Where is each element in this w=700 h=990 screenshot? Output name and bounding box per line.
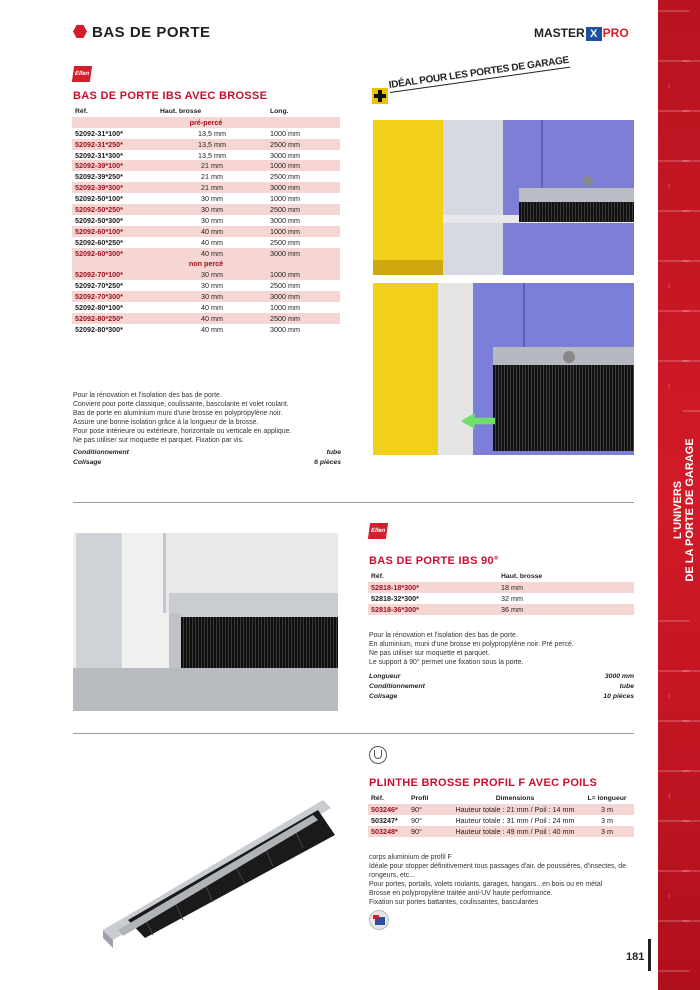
- cell-ref: 52092-50*100*: [75, 194, 123, 204]
- cell-long: 1000 mm: [267, 160, 340, 171]
- cell-haut: 18 mm: [498, 582, 634, 593]
- cell-ref: 52092-80*100*: [75, 302, 123, 312]
- table-row: [368, 593, 634, 604]
- cell-longueur: 3 m: [580, 826, 634, 837]
- table-row: [72, 302, 340, 313]
- colis-label: Colisage: [73, 459, 102, 466]
- cell-long: 1000 mm: [267, 226, 340, 237]
- cell-ref: 503247*: [371, 815, 398, 825]
- cell-long: 1000 mm: [270, 128, 300, 138]
- table-row: [72, 291, 340, 302]
- cell-profil: 90°: [411, 815, 422, 825]
- section3-description: [369, 853, 639, 907]
- col-haut-brosse: Haut. brosse: [501, 572, 543, 580]
- description-line: Brosse en polypropylène traitée anti-UV haute performance.: [369, 890, 553, 897]
- cell-ref: 52092-50*250*: [72, 204, 157, 215]
- table-row: [72, 269, 340, 280]
- table-row: [368, 826, 634, 837]
- product-photo-2: [373, 283, 634, 455]
- cell-long: 3000 mm: [270, 324, 300, 334]
- colis-value: 6 pièces: [314, 459, 341, 466]
- cell-ref: 52092-50*300*: [75, 215, 123, 225]
- len-label: Longueur: [369, 673, 401, 680]
- cell-ref: 52818-18*300*: [368, 582, 498, 593]
- table-row: [72, 204, 340, 215]
- cond-value: tube: [326, 449, 341, 456]
- section1-description: [73, 391, 353, 445]
- cell-ref: 52092-60*100*: [72, 226, 157, 237]
- table-row: [72, 280, 340, 291]
- table-row: [368, 582, 634, 593]
- col-ref: Réf.: [75, 107, 88, 115]
- product-photo-1: [373, 120, 634, 275]
- cell-ref: 503246*: [368, 804, 408, 815]
- divider-2: [73, 733, 634, 734]
- cell-profil: 90°: [408, 804, 450, 815]
- cell-ref: 52092-80*300*: [75, 324, 123, 334]
- table-row: [368, 804, 634, 815]
- product-table-2: [368, 571, 634, 615]
- cell-ref: 52092-39*250*: [75, 172, 123, 182]
- description-line: Pour portes, portails, volets roulants, garages, hangars...en bois ou en métal: [369, 881, 603, 888]
- cell-haut: 13,5 mm: [198, 150, 226, 160]
- cell-haut: 32 mm: [501, 593, 523, 603]
- cell-haut: 30 mm: [157, 204, 267, 215]
- cell-haut: 40 mm: [201, 302, 223, 312]
- cell-long: 2500 mm: [267, 139, 340, 150]
- cell-ref: 52092-80*250*: [72, 313, 157, 324]
- cell-long: 2500 mm: [270, 172, 300, 182]
- cell-profil: 90°: [408, 826, 450, 837]
- cell-haut: 40 mm: [157, 226, 267, 237]
- ellen-logo-icon: Ellen: [368, 523, 388, 539]
- cell-ref: 52092-31*250*: [72, 139, 157, 150]
- ellen-logo-icon: Ellen: [72, 66, 92, 82]
- garage-badge: IDÉAL POUR LES PORTES DE GARAGE: [388, 54, 570, 92]
- cell-long: 1000 mm: [270, 302, 300, 312]
- description-line: Pour la rénovation et l'isolation des bas de porte.: [73, 392, 222, 399]
- col-dimensions: Dimensions: [495, 794, 535, 802]
- cell-ref: 52092-70*300*: [72, 291, 157, 302]
- cell-long: 3000 mm: [270, 150, 300, 160]
- section2-title: BAS DE PORTE IBS 90°: [369, 555, 499, 567]
- section1-colisage: [73, 459, 341, 466]
- col-ref: Réf.: [371, 572, 384, 580]
- description-line: rongeurs, etc...: [369, 872, 415, 879]
- table-row: [72, 193, 340, 204]
- cell-long: 3000 mm: [270, 215, 300, 225]
- cell-haut: 40 mm: [157, 313, 267, 324]
- product-photo-3: [73, 533, 338, 711]
- table-row: [72, 215, 340, 226]
- table-group-row: [72, 258, 340, 269]
- cell-haut: 30 mm: [201, 215, 223, 225]
- page-title-text: BAS DE PORTE: [92, 24, 211, 41]
- cell-haut: 21 mm: [201, 172, 223, 182]
- brand-circle-icon: [369, 746, 387, 764]
- description-line: Pour pose intérieure ou extérieure, horizontale ou verticale en applique.: [73, 428, 292, 435]
- table-row: [72, 160, 340, 171]
- cell-haut: 21 mm: [157, 182, 267, 193]
- product-photo-4: [73, 780, 338, 950]
- table-group-row: [72, 117, 340, 128]
- cell-long: 2500 mm: [270, 281, 300, 291]
- table-row: [72, 139, 340, 150]
- product-table-1: [72, 106, 340, 335]
- cell-long: 2500 mm: [267, 204, 340, 215]
- group-label: pré-percé: [72, 117, 340, 128]
- hexagon-icon: [73, 25, 87, 38]
- cell-ref: 52818-32*300*: [371, 593, 419, 603]
- table-row: [72, 226, 340, 237]
- cell-haut: 30 mm: [201, 194, 223, 204]
- side-label-line1: L'UNIVERS: [672, 480, 684, 540]
- section1-title: BAS DE PORTE IBS AVEC BROSSE: [73, 90, 268, 102]
- cell-long: 2500 mm: [267, 313, 340, 324]
- cell-haut: 21 mm: [157, 160, 267, 171]
- description-line: Ne pas utiliser sur moquette et parquet. Fixation par vis.: [73, 437, 244, 444]
- cell-long: 3000 mm: [267, 182, 340, 193]
- table-row: [72, 237, 340, 248]
- cell-long: 1000 mm: [267, 269, 340, 280]
- col-long: Long.: [270, 107, 289, 115]
- page-title: [73, 24, 211, 41]
- cell-dimensions: Hauteur totale : 31 mm / Poil : 24 mm: [455, 815, 575, 825]
- description-line: Assure une bonne isolation grâce à la longueur de la brosse.: [73, 419, 259, 426]
- cell-haut: 40 mm: [157, 248, 267, 259]
- section1-packaging: [73, 449, 341, 456]
- len-value: 3000 mm: [604, 673, 634, 680]
- cell-long: 2500 mm: [270, 237, 300, 247]
- cell-ref: 52092-39*100*: [72, 160, 157, 171]
- cell-haut: 13,5 mm: [198, 128, 226, 138]
- section2-description: [369, 631, 634, 667]
- cell-dimensions: Hauteur totale : 49 mm / Poil : 40 mm: [450, 826, 580, 837]
- cell-haut: 36 mm: [498, 604, 634, 615]
- col-haut-brosse: Haut. brosse: [160, 107, 202, 115]
- cond-label: Conditionnement: [369, 683, 425, 690]
- table-row: [72, 171, 340, 182]
- colis-label: Colisage: [369, 693, 398, 700]
- table-row: [368, 604, 634, 615]
- description-line: Bas de porte en aluminium muni d'une brosse en polypropylène noir.: [73, 410, 283, 417]
- description-line: Fixation sur portes battantes, coulissantes, basculantes: [369, 899, 539, 906]
- cart-badge-icon: [369, 910, 389, 930]
- colis-value: 10 pièces: [603, 693, 634, 700]
- description-line: Convient pour porte classique, coulissante, basculante et volet roulant.: [73, 401, 289, 408]
- brand-logo: [534, 26, 629, 41]
- cell-haut: 30 mm: [157, 291, 267, 302]
- cell-long: 3000 mm: [267, 291, 340, 302]
- table-row: [72, 150, 340, 161]
- cell-ref: 52092-39*300*: [72, 182, 157, 193]
- group-label: non percé: [72, 258, 340, 269]
- table-row: [72, 324, 340, 335]
- cell-longueur: 3 m: [580, 804, 634, 815]
- cell-haut: 30 mm: [157, 269, 267, 280]
- cell-haut: 40 mm: [201, 324, 223, 334]
- cell-long: 1000 mm: [270, 194, 300, 204]
- divider-1: [73, 502, 634, 503]
- brand-mark-icon: X: [586, 27, 602, 41]
- table-row: [72, 128, 340, 139]
- table-row: [72, 313, 340, 324]
- cell-ref: 52818-36*300*: [368, 604, 498, 615]
- cell-ref: 52092-60*300*: [72, 248, 157, 259]
- page-number: 181: [626, 951, 645, 963]
- cell-ref: 52092-60*250*: [75, 237, 123, 247]
- cell-haut: 13,5 mm: [157, 139, 267, 150]
- description-line: corps aluminium de profil F: [369, 854, 452, 861]
- plus-icon: [372, 88, 388, 104]
- description-line: Ne pas utiliser sur moquette et parquet.: [369, 650, 490, 657]
- col-ref: Réf.: [371, 794, 384, 802]
- cell-dimensions: Hauteur totale : 21 mm / Poil : 14 mm: [450, 804, 580, 815]
- section3-title: PLINTHE BROSSE PROFIL F AVEC POILS: [369, 777, 598, 789]
- brand-right: PRO: [602, 26, 629, 40]
- cell-longueur: 3 m: [601, 815, 613, 825]
- cell-ref: 52092-31*300*: [75, 150, 123, 160]
- description-line: Pour la rénovation et l'isolation des bas de porte.: [369, 632, 518, 639]
- cell-ref: 52092-70*100*: [72, 269, 157, 280]
- description-line: En aluminium, muni d'une brosse en polypropylène noir. Pré percé.: [369, 641, 574, 648]
- cell-long: 3000 mm: [267, 248, 340, 259]
- brand-left: MASTER: [534, 26, 585, 40]
- cell-haut: 30 mm: [201, 281, 223, 291]
- section2-packaging: [369, 683, 634, 690]
- description-line: Le support à 90° permet une fixation sous la porte.: [369, 659, 524, 666]
- cond-value: tube: [619, 683, 634, 690]
- section2-length: [369, 673, 634, 680]
- product-table-3: [368, 793, 634, 837]
- side-section-label: [672, 410, 696, 610]
- col-longueur: L= longueur: [587, 794, 627, 802]
- table-row: [72, 248, 340, 259]
- cell-ref: 503248*: [368, 826, 408, 837]
- table-row: [368, 815, 634, 826]
- col-profil: Profil: [411, 794, 429, 802]
- description-line: Idéale pour stopper définitivement tous passages d'air, de poussières, d'insectes, de: [369, 863, 626, 870]
- cond-label: Conditionnement: [73, 449, 129, 456]
- cell-ref: 52092-31*100*: [75, 128, 123, 138]
- table-row: [72, 182, 340, 193]
- section2-colisage: [369, 693, 634, 700]
- side-label-line2: DE LA PORTE DE GARAGE: [684, 438, 696, 582]
- cell-haut: 40 mm: [201, 237, 223, 247]
- cell-ref: 52092-70*250*: [75, 281, 123, 291]
